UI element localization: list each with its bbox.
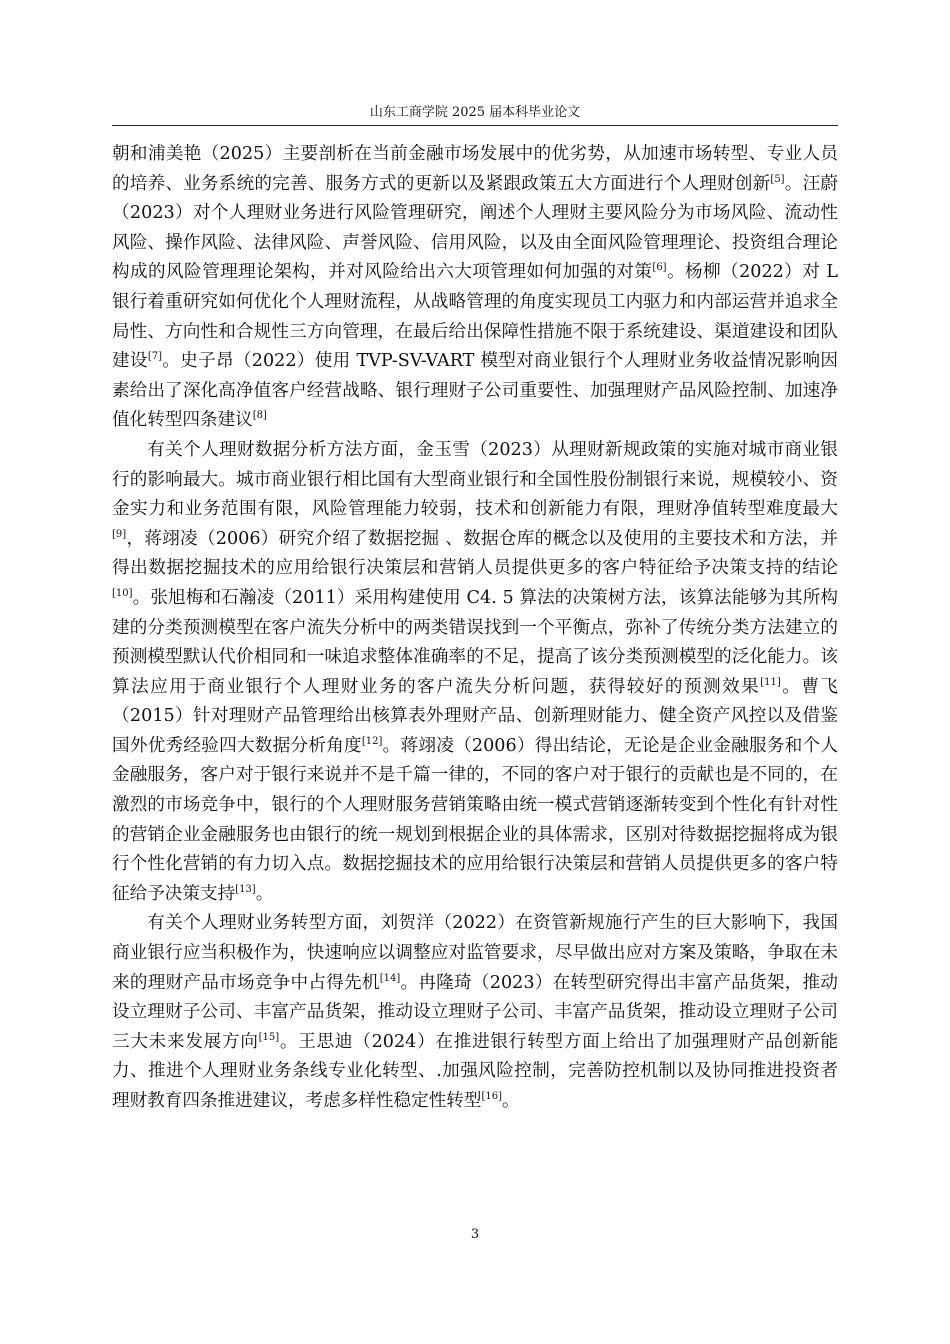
running-header: 山东工商学院 2025 届本科毕业论文 bbox=[369, 105, 581, 120]
citation-ref: [8] bbox=[252, 410, 267, 422]
citation-ref: [9] bbox=[112, 528, 127, 540]
text-run: 。史子昂（2022）使用 TVP-SV-VART 模型对商业银行个人理财业务收益情况影响因素给出了深化高净值客户经营战略、银行理财子公司重要性、加强理财产品风险控制、加速净值化转型四条建议 bbox=[112, 351, 838, 431]
text-run: 朝和浦美艳（2025）主要剖析在当前金融市场发展中的优劣势，从加速市场转型、专业人员的培养、业务系统的完善、服务方式的更新以及紧跟政策五大方面进行个人理财创新 bbox=[112, 144, 838, 194]
citation-ref: [10] bbox=[112, 588, 133, 600]
text-run: 。 bbox=[255, 883, 274, 904]
text-run: 。汪蔚（2023）对个人理财业务进行风险管理研究，阐述个人理财主要风险分为市场风险、流动性风险、操作风险、法律风险、声誉风险、信用风险，以及由全面风险管理理论、投资组合理论构成的风险管理理论架构，并对风险给出六大项管理如何加强的对策 bbox=[112, 173, 838, 283]
text-run: 。王思迪（2024）在推进银行转型方面上给出了加强理财产品创新能力、推进个人理财业务条线专业化转型、.加强风险控制，完善防控机制以及协同推进投资者理财教育四条推进建议，考虑多样性稳定性转型 bbox=[112, 1031, 838, 1111]
citation-ref: [11] bbox=[760, 676, 781, 688]
paragraph-data-analysis-methods bbox=[112, 436, 838, 910]
page-number: 3 bbox=[470, 1227, 480, 1242]
citation-ref: [14] bbox=[379, 972, 401, 984]
text-run: 。张旭梅和石瀚凌（2011）采用构建使用 C4. 5 算法的决策树方法，该算法能够为其所构建的分类预测模型在客户流失分析中的两类错误找到一个平衡点，弥补了传统分类方法建立的预测模型默认代价相同和一味追求整体准确率的不足，提高了该分类预测模型的泛化能力。该算法应用于商业银行个人理财业务的客户流失分析问题，获得较好的预测效果 bbox=[112, 587, 838, 697]
citation-ref: [13] bbox=[235, 883, 256, 895]
text-run: ，蒋翊凌（2006）研究介绍了数据挖掘 、数据仓库的概念以及使用的主要技术和方法，并得出数据挖掘技术的应用给银行决策层和营销人员提供更多的客户特征给予决策支持的结论 bbox=[112, 528, 838, 579]
citation-ref: [12] bbox=[361, 736, 383, 748]
citation-ref: [6] bbox=[652, 262, 667, 274]
text-run: 。杨柳（2022）对 L 银行着重研究如何优化个人理财流程，从战略管理的角度实现员工内驱力和内部运营并追求全局性、方向性和合规性三方向管理，在最后给出保障性措施不限于系统建设、渠道建设和团队建设 bbox=[112, 262, 838, 372]
paragraph-literature-review-1 bbox=[112, 140, 838, 436]
citation-ref: [15] bbox=[258, 1031, 280, 1043]
citation-ref: [16] bbox=[481, 1091, 503, 1103]
text-run: 有关个人理财数据分析方法方面，金玉雪（2023）从理财新规政策的实施对城市商业银行的影响最大。城市商业银行相比国有大型商业银行和全国性股份制银行来说，规模较小、资金实力和业务范围有限，风险管理能力较弱，技术和创新能力有限，理财净值转型难度最大 bbox=[112, 439, 838, 520]
citation-ref: [7] bbox=[147, 351, 162, 363]
text-run: 有关个人理财业务转型方面，刘贺洋（2022）在资管新规施行产生的巨大影响下，我国商业银行应当积极作为，快速响应以调整应对监管要求，尽早做出应对方案及策略，争取在未来的理财产品市场竞争中占得先机 bbox=[112, 913, 838, 993]
text-run: 。 bbox=[502, 1091, 520, 1111]
text-run: 。曹飞（2015）针对理财产品管理给出核算表外理财产品、创新理财能力、健全资产风控以及借鉴国外优秀经验四大数据分析角度 bbox=[112, 676, 838, 756]
citation-ref: [5] bbox=[770, 173, 785, 185]
paragraph-business-transformation bbox=[112, 909, 838, 1116]
header-divider bbox=[112, 125, 838, 126]
text-run: 。冉隆琦（2023）在转型研究得出丰富产品货架，推动设立理财子公司、丰富产品货架，推动设立理财子公司、丰富产品货架，推动设立理财子公司三大未来发展方向 bbox=[112, 972, 838, 1052]
body-text bbox=[112, 140, 838, 1117]
text-run: 。蒋翊凌（2006）得出结论，无论是企业金融服务和个人金融服务，客户对于银行来说并不是千篇一律的，不同的客户对于银行的贡献也是不同的，在激烈的市场竞争中，银行的个人理财服务营销策略由统一模式营销逐渐转变到个性化有针对性的营销企业金融服务也由银行的统一规划到根据企业的具体需求，区别对待数据挖掘将成为银行个性化营销的有力切入点。数据挖掘技术的应用给银行决策层和营销人员提供更多的客户特征给予决策支持 bbox=[112, 735, 838, 904]
